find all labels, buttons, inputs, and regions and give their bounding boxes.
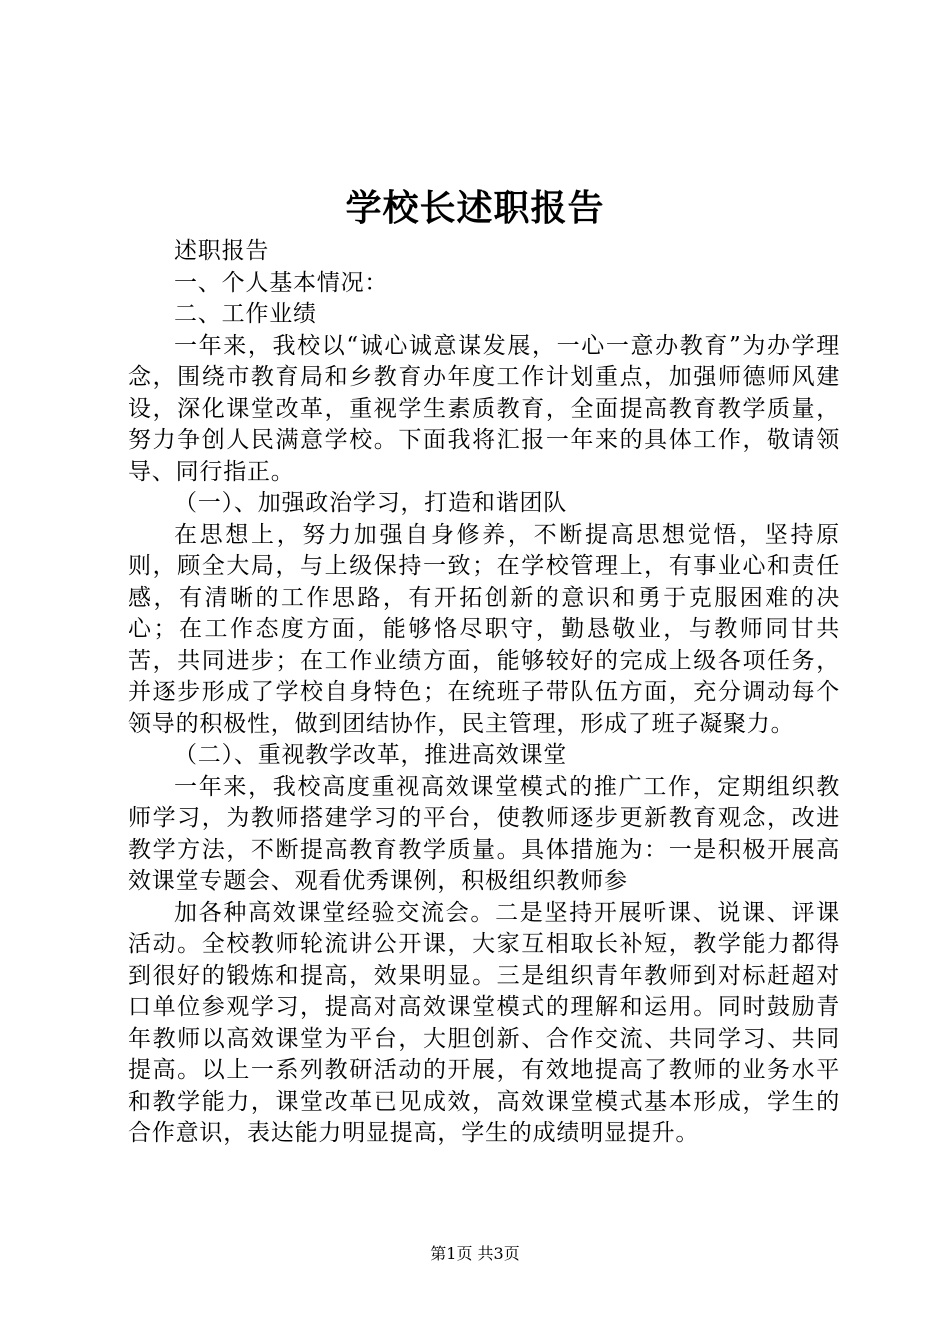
document-title: 学校长述职报告 (345, 187, 605, 229)
paragraph-body-1: 在思想上，努力加强自身修养，不断提高思想觉悟，坚持原则，顾全大局，与上级保持一致；在学校管理上，有事业心和责任感，有清晰的工作思路，有开拓创新的意识和勇于克服困难的决心；在工作态度方面，能够恪尽职守，勤恳敬业，与教师同甘共苦，共同进步；在工作业绩方面，能够较好的完成上级各项任务，并逐步形成了学校自身特色；在统班子带队伍方面，充分调动每个领导的积极性，做到团结协作，民主管理，形成了班子凝聚力。 (128, 521, 840, 737)
paragraph-intro: 一年来，我校以“诚心诚意谋发展，一心一意办教育”为办学理念，围绕市教育局和乡教育办年度工作计划重点，加强师德师风建设，深化课堂改革，重视学生素质教育，全面提高教育教学质量，努力争创人民满意学校。下面我将汇报一年来的具体工作，敬请领导、同行指正。 (128, 332, 840, 485)
document-body (128, 236, 840, 1150)
paragraph-section-basic-info: 一、个人基本情况： (174, 269, 389, 296)
page-footer: 第1页 共3页 (430, 1244, 520, 1263)
paragraph-heading-report: 述职报告 (174, 238, 270, 264)
paragraph-subheading-1: （一）、加强政治学习，打造和谐团队 (174, 490, 568, 516)
paragraph-body-2b: 加各种高效课堂经验交流会。二是坚持开展听课、说课、评课活动。全校教师轮流讲公开课，大家互相取长补短，教学能力都得到很好的锻炼和提高，效果明显。三是组织青年教师到对标赶超对口单位参观学习，提高对高效课堂模式的理解和运用。同时鼓励青年教师以高效课堂为平台，大胆创新、合作交流、共同学习、共同提高。以上一系列教研活动的开展，有效地提高了教师的业务水平和教学能力，课堂改革已见成效，高效课堂模式基本形成，学生的合作意识，表达能力明显提高，学生的成绩明显提升。 (128, 899, 840, 1146)
paragraph-subheading-2: （二）、重视教学改革，推进高效课堂 (174, 742, 568, 768)
paragraph-section-achievements: 二、工作业绩 (174, 301, 317, 327)
paragraph-body-2a: 一年来，我校高度重视高效课堂模式的推广工作，定期组织教师学习，为教师搭建学习的平台，使教师逐步更新教育观念，改进教学方法，不断提高教育教学质量。具体措施为：一是积极开展高效课堂专题会、观看优秀课例，积极组织教师参 (128, 773, 840, 894)
